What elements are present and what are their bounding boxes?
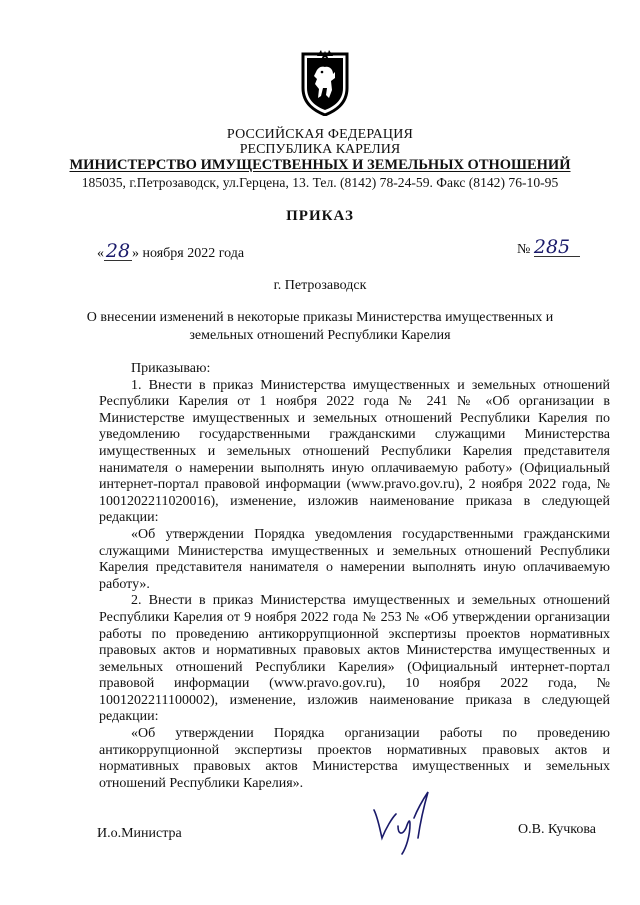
number-prefix: № (517, 242, 531, 257)
order-word: Приказываю: (131, 361, 211, 376)
document-number (517, 238, 580, 258)
item-2: 2. Внести в приказ Министерства имущественных и земельных отношений Республики Карелия от 9 ноября 2022 года № 253 № «Об утверждении организации работы по проведению антикоррупционной экспертизы проектов нормативных правовых актов и нормативных правовых актов Министерства имущественных и земельных отношений Республики Карелия» (Официальный интернет-портал правовой информации (www.pravo.gov.ru), 10 ноября 2022 года, № 1001202211100002), изменение, изложив наименование приказа в следующей редакции: (99, 593, 610, 725)
signatory-role: И.о.Министра (97, 826, 182, 841)
document-subject (0, 309, 640, 345)
ministry-name: МИНИСТЕРСТВО ИМУЩЕСТВЕННЫХ И ЗЕМЕЛЬНЫХ ОТНОШЕНИЙ (69, 157, 571, 173)
handwritten-signature (368, 788, 438, 858)
date-open-quote: « (97, 246, 104, 261)
item-1: 1. Внести в приказ Министерства имущественных и земельных отношений Республики Карелия от 1 ноября 2022 года № 241 № «Об организации в Министерстве имущественных и земельных отношений Республики Карелия по уведомлению государственными гражданскими служащими Министерства имущественных и земельных отношений Республики Карелия представителя нанимателя о намерении выполнять иную оплачиваемую работу» (Официальный интернет-портал правовой информации (www.pravo.gov.ru), 2 ноября 2022 года, № 1001202211020016), изменение, изложив наименование приказа в следующей редакции: (99, 377, 610, 526)
subject-text: О внесении изменений в некоторые приказы Министерства имущественных и земельных отношений Республики Карелия (86, 310, 554, 343)
date-month-year: » ноября 2022 года (132, 246, 245, 261)
republic-name: РЕСПУБЛИКА КАРЕЛИЯ (239, 142, 401, 157)
document-type: ПРИКАЗ (286, 208, 354, 224)
document-city: г. Петрозаводск (273, 278, 367, 293)
country-name: РОССИЙСКАЯ ФЕДЕРАЦИЯ (226, 127, 414, 142)
date-day-handwritten: 28 (105, 240, 131, 262)
karelia-coat-of-arms-icon (299, 48, 351, 116)
number-handwritten: 285 (534, 238, 580, 257)
item-2-quote: «Об утверждении Порядка организации работы по проведению антикоррупционной экспертизы проектов нормативных правовых актов и нормативных правовых актов Министерства имущественных и земельных отношений Республики Карелия». (99, 726, 610, 791)
signatory-name: О.В. Кучкова (518, 822, 597, 837)
document-body (99, 361, 610, 792)
document-date (97, 242, 244, 262)
item-1-quote: «Об утверждении Порядка уведомления государственными гражданскими служащими Министерства имущественных и земельных отношений Республики Карелия представителя нанимателя о намерении выполнять иную оплачиваемую работу». (99, 526, 610, 592)
ministry-address: 185035, г.Петрозаводск, ул.Герцена, 13. Тел. (8142) 78-24-59. Факс (8142) 76-10-95 (81, 175, 559, 190)
